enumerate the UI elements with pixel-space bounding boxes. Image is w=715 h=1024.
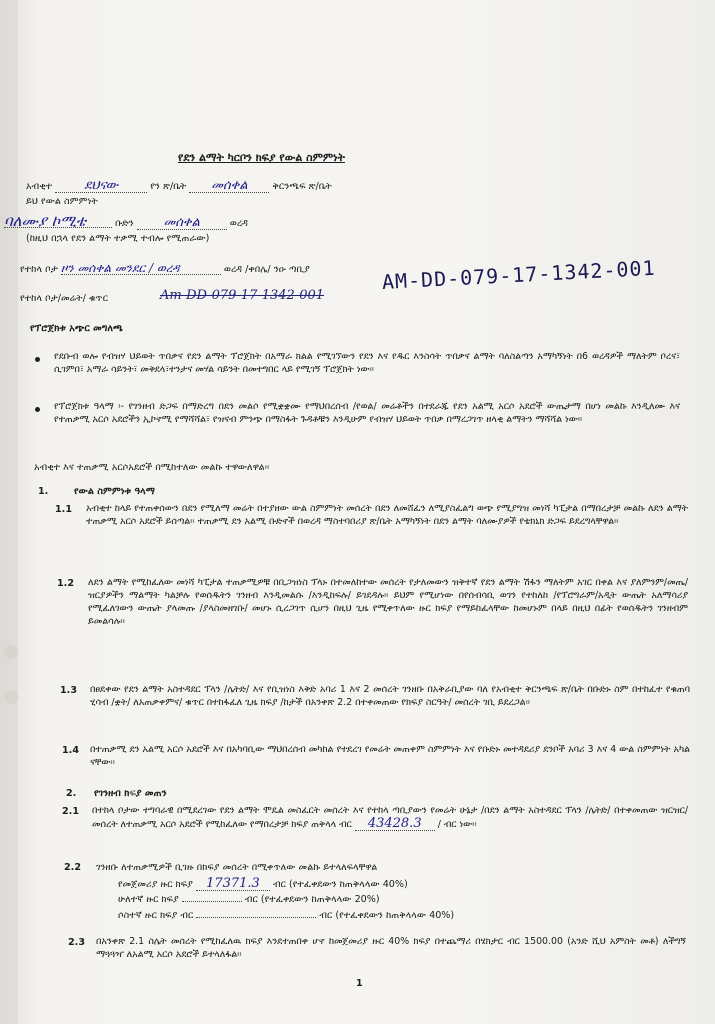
payment-round-1: የመጀመሪያ ዙር ክፍያ 17371.3 ብር (የተፈቀደውን ከጠቅላላው 40%)	[118, 876, 408, 891]
clause-2-2: ገንዘቡ ለተጠቃሚዎች ቢገዙ በክፍያ መሰረት በሚቀጥለው መልኩ ይተላለፍላቸዋል	[96, 862, 378, 873]
handwritten-group-name: ባለሙያ ኮሚቴ	[4, 215, 112, 228]
header-line-4: (ከዚህ በኋላ የደን ልማት ተቃሚ ተብሎ የሚጠራው)	[26, 233, 210, 244]
clause-1-2-number: 1.2	[57, 578, 74, 589]
clause-1-4-number: 1.4	[62, 745, 79, 756]
page-number: 1	[356, 978, 363, 989]
handwritten-woreda: መሰቀል	[137, 217, 227, 230]
header-line-1: አብቂተ ደህናው የን ጽ/ቤት መሰቀል ቅርንጫፍ ጽ/ቤት	[26, 178, 332, 193]
section-2-number: 2.	[66, 788, 77, 799]
crossed-out-code: Am-DD-079-17-1342-001	[160, 288, 325, 303]
header-line-7: የፕሮጀክቱ አጭር መግለጫ	[30, 323, 123, 334]
clause-1-1-number: 1.1	[55, 504, 72, 515]
clause-1-2: ለደን ልማት የሚከፈለው መነሻ ካፒታል ተጠቃሚዎቹ በቢጋዝነስ ፕላኑ በተመለከተው መሰረት የታለመውን ዝቅተኛ የደን ልማት ሽፋን ማለትም አገር በቀል እና ያለምንም/መጤ/ ዝርያዎችን ማልማት ካልቻሉ የወሰዱትን ገንዘብ እንዲመልሱ /እንዲከፍሉ/ ይገደዳሉ፡፡ ይህም የሚሆነው በየሰብሳቢ ወገን የተከለከ /የፕሮግራም/አዲት ውጤት አለማሳሪያ የሚፈለገውን ውጤት ያላመጡ /ያላስመዘገቡ/ መሆኑ ሲረጋገጥ ሲሆን በዚህ ጊዜ የሚቀጥለው ዙር ክፍያ የማይከፈላቸው ከመሆኑም በላይ በዚህ በፊት የወሰዱትን ገንዘብም ይመልሳሉ፡፡	[88, 577, 688, 627]
handwritten-total-amount: 43428.3	[355, 817, 435, 831]
section-1-number: 1.	[38, 486, 49, 497]
punch-hole	[4, 690, 18, 704]
clause-1-1: አብቂተ ከላይ የተጠቀሰውን በደን የሚለማ መሬት በተያዘው ውል ስምምነት መሰረት በደን ለመሸፈን ለሚያስፈልግ ወጭ የሚያግዝ መነሻ ካፒታል በማበረታቻ መልኩ ለደን ልማት ተጠቃሚ አርሶ አደሮች ይሰጣል፡፡ ተጠቃሚ ደን አልሚ ቡድኖች በወረዳ ማስተባበሪያ ጽ/ቤት አማካኝነት በደን ልማት ባለሙያዎች የቴክኒክ ድጋፍ ይደረግላቸዋል፡፡	[86, 503, 688, 527]
clause-2-1: በተከላ ቦታው ተግባራዊ በሚደረገው የደን ልማት ሞዴል መስፈርት መሰረት እና የተከላ ጣቢያውን የመሬት ሁኔታ /በደን ልማት አስተዳደር ፕላን /ሌትድ/ በተቀመጠው ዝርዝር/ መሰረት ለተጠቃሚ አርሶ አደሮች የሚከፈለው የማበረታቻ ክፍያ ጠቅላላ ብር 43428.3 / ብር ነው፡፡	[92, 805, 688, 831]
bullet-paragraph-1: የደቡብ ወሎ የብዝሃ ህይወት ጥበቃና የደን ልማት ፕሮጀክት በአማራ ክልል የሚገኘውን የደን እና የዱር እንስሳት ጥበቃና ልማት ባለስልጣን አማካኝነት በ6 ወረዳዎች ማለትም ቦረና፣ ሲገምበ፣ አማራ ሳይንት፣ መቅደላ፣ተንታና መሃል ሳይንት በመተግበር ላይ የሚገኝ ፕሮጀክት ነው፡፡	[54, 351, 680, 375]
section-2-title: የገንዘብ ክፍያ መጠን	[94, 788, 167, 799]
handwritten-plot-number: AM-DD-079-17-1342-001	[381, 255, 657, 294]
payment-round-2: ሁለተኛ ዙር ክፍያ ብር (የተፈቀደውን ከጠቅላላው 20%)	[118, 894, 380, 905]
handwritten-location: ዞን መሰቀል መንደር / ወረዳ	[61, 262, 221, 275]
bullet-dot	[35, 407, 40, 412]
clause-2-2-number: 2.2	[64, 862, 81, 873]
agreement-intro: አብቂተ እና ተጠቃሚ አርሶአደሮች በሚከተለው መልኩ ተዋውለዋል፡፡	[34, 462, 270, 473]
handwritten-round-1-amount: 17371.3	[196, 878, 270, 891]
clause-2-3-number: 2.3	[68, 937, 85, 948]
clause-2-1-number: 2.1	[62, 806, 79, 817]
handwritten-branch: ደህናው	[55, 180, 147, 193]
punch-hole	[4, 645, 18, 659]
header-line-2: ይህ የውል ስምምነት	[26, 196, 98, 207]
clause-1-3: በፀደቀው የደን ልማት አስተዳደር ፕላን /ሌትድ/ እና የቢዝነስ እቅድ አባሪ 1 እና 2 መሰረት ገንዘቡ በአቅራቢያው ባለ የአብቂተ ቅርንጫፍ ጽ/ቤት በቡድኑ ስም በተከፈተ የቁጠባ ሂሳብ /ቋት/ ለአጠቃቀምና/ ቁጥር በተከፋፈለ ጊዜ ክፍያ /ከታች በአንቀጽ 2.2 በተቀመጠው የክፍያ ስርዓት/ መሰረት ገቢ ይደረጋል፡፡	[90, 684, 690, 708]
bullet-paragraph-2: የፕሮጀክቱ ዓላማ ፡- የገንዘብ ድጋፍ በማድረግ በደን መልሶ የሚቋቋሙ የማህበረሰብ /የወል/ መሬቶችን በተደራጁ የደን አልሚ አርሶ አደሮች ውጤታማ በሆነ መልኩ እንዲለሙ እና የተጠቃሚ አርሶ አደሮችን ኢኮኖሚ የማሻሻል፣ የዝናብ ምንጭ በማስፋት ጉዳቶቹን እንዲሁም የብዝሃ ህይወት ጥበቃ በማረጋገጥ ዘላቂ ልማትን ማሻሻል ነው፡፡	[54, 401, 680, 425]
section-1-title: የውል ስምምነቱ ዓላማ	[74, 486, 155, 497]
page-fold-edge	[0, 0, 18, 1024]
document-title: የደን ልማት ካርቦን ክፍያ የውል ስምምነት	[178, 151, 345, 164]
clause-2-3: በአንቀጽ 2.1 ስሌት መሰረት የሚከፈለዉ ክፍያ እንደተጠበቀ ሆኖ ከመጀመሪያ ዙር 40% ክፍያ በተጨማሪ በሄክታር ብር 1500.00 (አንድ ሺህ አምስት መቶ) ለችግኝ ማጓጓዣ ለአልሚ አርሶ አደሮች ይተላለፋል፡፡	[96, 936, 686, 960]
header-line-3: ባለሙያ ኮሚቴ ቡድን መሰቀል ወረዳ	[4, 212, 248, 230]
clause-1-4: በተጠቃሚ ደን አልሚ አርሶ አደሮች እና በአካባቢው ማህበረሰብ መካከል የተደረገ የመሬት መጠቀም ስምምነት እና የቡድኑ መተዳደሪያ ደንቦች አባሪ 3 እና 4 ውል ስምምነት አካል ናቸው፡፡	[90, 744, 690, 768]
bullet-dot	[35, 357, 40, 362]
clause-1-3-number: 1.3	[60, 685, 77, 696]
header-line-6: የተከላ ቦታ/መሬት/ ቁጥር	[20, 293, 109, 304]
header-line-5: የተከላ ቦታ ዞን መሰቀል መንደር / ወረዳ ወረዳ /ቀበሌ/ ንዑ ጣቢያ	[20, 261, 310, 275]
handwritten-office: መሰቀል	[189, 180, 269, 193]
payment-round-3: ሶስተኛ ዙር ክፍያ ብር ብር (የተፈቀደውን ከጠቅላላው 40%)	[118, 910, 455, 921]
